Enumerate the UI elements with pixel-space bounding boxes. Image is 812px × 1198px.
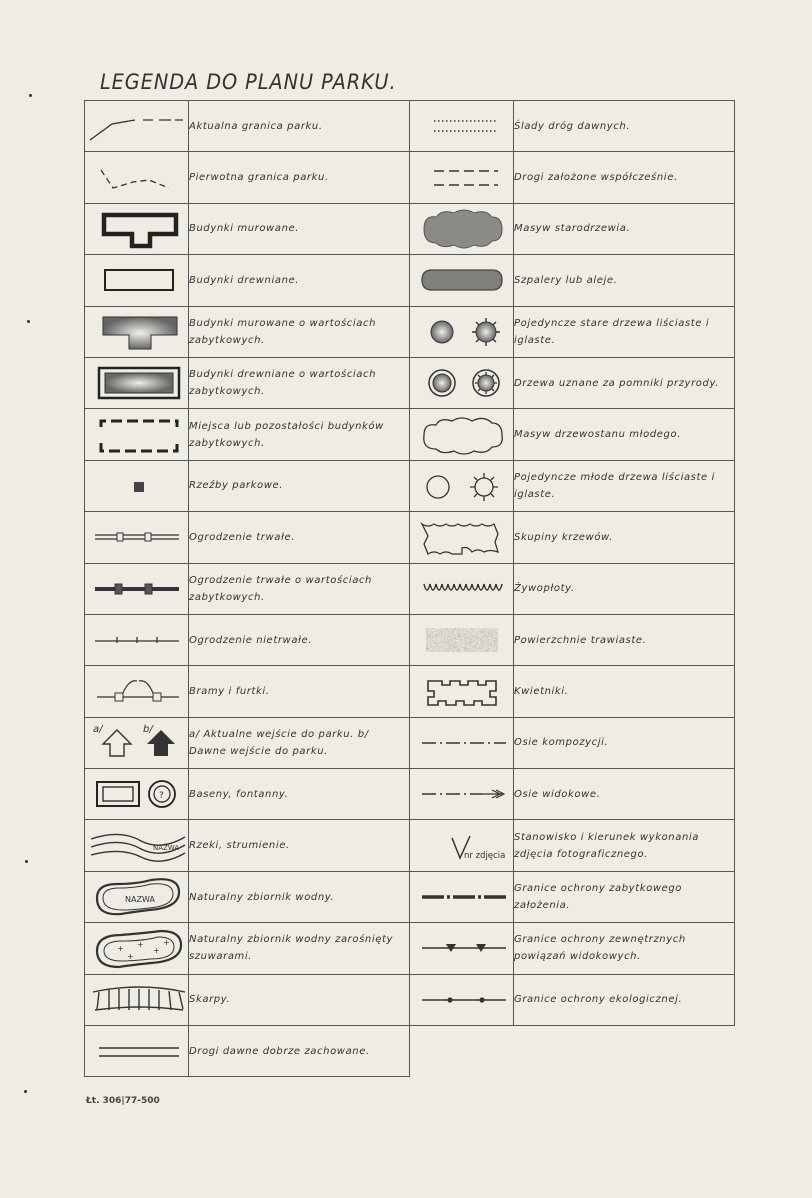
legend-row [85, 409, 735, 460]
legend-label: Budynki drewniane o wartościach zabytkowych. [189, 357, 410, 408]
heritage-protection-boundary-icon [410, 871, 514, 922]
grass-areas-icon [410, 614, 514, 665]
masonry-building-icon [85, 203, 189, 254]
pools-fountains-icon [85, 769, 189, 820]
legend-label: Naturalny zbiornik wodny. [189, 871, 410, 922]
legend-label: Żywopłoty. [514, 563, 735, 614]
legend-row [85, 512, 735, 563]
legend-row [85, 717, 735, 768]
svg-text:+: + [136, 940, 144, 950]
legend-label: Granice ochrony ekologicznej. [514, 974, 735, 1025]
legend-label: Miejsca lub pozostałości budynków zabytkowych. [189, 409, 410, 460]
legend-label: Granice ochrony zabytkowego założenia. [514, 871, 735, 922]
legend-label: Aktualna granica parku. [189, 101, 410, 152]
tree-rows-icon [410, 255, 514, 306]
legend-label: Pierwotna granica parku. [189, 152, 410, 203]
legend-label: Drogi założone współcześnie. [514, 152, 735, 203]
legend-label: Ogrodzenie trwałe. [189, 512, 410, 563]
old-road-icon [85, 1026, 189, 1077]
legend-row [85, 306, 735, 357]
overgrown-pond-icon [85, 923, 189, 974]
legend-row [85, 255, 735, 306]
old-roads-traces-icon [410, 101, 514, 152]
original-park-boundary-icon [85, 152, 189, 203]
gates-icon [85, 666, 189, 717]
composition-axes-icon [410, 717, 514, 768]
legend-row [85, 1026, 735, 1077]
legend-label: Pojedyncze stare drzewa liściaste i iglaste. [514, 306, 735, 357]
page-speck [29, 94, 32, 97]
legend-row [85, 357, 735, 408]
legend-row [85, 769, 735, 820]
legend-label: Rzeźby parkowe. [189, 460, 410, 511]
svg-text:+: + [116, 944, 124, 954]
legend-label: Skupiny krzewów. [514, 512, 735, 563]
temporary-fence-icon [85, 614, 189, 665]
historic-permanent-fence-icon [85, 563, 189, 614]
legend-table [84, 100, 735, 1077]
legend-label: Skarpy. [189, 974, 410, 1025]
legend-label: Ogrodzenie trwałe o wartościach zabytkowych. [189, 563, 410, 614]
natural-pond-icon [85, 871, 189, 922]
natural-monument-trees-icon [410, 357, 514, 408]
entrance-a-label: a/ [92, 723, 102, 735]
legend-title: LEGENDA DO PLANU PARKU. [100, 70, 397, 94]
legend-label: Ogrodzenie nietrwałe. [189, 614, 410, 665]
archive-number: Łt. 306|77-500 [86, 1096, 160, 1106]
flowerbeds-icon [410, 666, 514, 717]
ecological-protection-boundary-icon [410, 974, 514, 1025]
legend-label: Bramy i furtki. [189, 666, 410, 717]
page-speck [27, 320, 30, 323]
legend-label: Drzewa uznane za pomniki przyrody. [514, 357, 735, 408]
pond-name-label: NAZWA [124, 895, 155, 905]
legend-label: Baseny, fontanny. [189, 769, 410, 820]
svg-text:+: + [126, 952, 134, 962]
legend-row [85, 974, 735, 1025]
legend-row [85, 871, 735, 922]
legend-row [85, 152, 735, 203]
legend-label: Kwietniki. [514, 666, 735, 717]
young-tree-massif-icon [410, 409, 514, 460]
view-axes-icon [410, 769, 514, 820]
legend-label: a/ Aktualne wejście do parku. b/ Dawne wejście do parku. [189, 717, 410, 768]
park-sculpture-icon [85, 460, 189, 511]
photo-station-icon [410, 820, 514, 871]
legend-label: Osie kompozycji. [514, 717, 735, 768]
modern-roads-icon [410, 152, 514, 203]
legend-row [85, 820, 735, 871]
single-old-trees-icon [410, 306, 514, 357]
rivers-icon [85, 820, 189, 871]
permanent-fence-icon [85, 512, 189, 563]
legend-label: Masyw drzewostanu młodego. [514, 409, 735, 460]
legend-label: Rzeki, strumienie. [189, 820, 410, 871]
single-young-trees-icon [410, 460, 514, 511]
legend-label: Drogi dawne dobrze zachowane. [189, 1026, 410, 1077]
page-speck [24, 1090, 27, 1093]
page-speck [25, 860, 28, 863]
shrub-groups-icon [410, 512, 514, 563]
hedges-icon [410, 563, 514, 614]
river-name-label: NAZWA [152, 843, 179, 852]
svg-text:+: + [152, 946, 160, 956]
entrance-b-label: b/ [142, 723, 153, 735]
svg-text:+: + [162, 938, 170, 948]
photo-number-label: nr zdjęcia [463, 850, 505, 861]
legend-row [85, 101, 735, 152]
legend-row [85, 666, 735, 717]
legend-label: Ślady dróg dawnych. [514, 101, 735, 152]
landscape-protection-boundary-icon [410, 923, 514, 974]
legend-row [85, 460, 735, 511]
wooden-building-icon [85, 255, 189, 306]
historic-building-remains-icon [85, 409, 189, 460]
legend-label: Granice ochrony zewnętrznych powiązań widokowych. [514, 923, 735, 974]
escarpment-icon [85, 974, 189, 1025]
legend-row [85, 923, 735, 974]
historic-wooden-building-icon [85, 357, 189, 408]
legend-label: Szpalery lub aleje. [514, 255, 735, 306]
legend-row [85, 203, 735, 254]
park-entrance-icon [85, 717, 189, 768]
legend-row [85, 563, 735, 614]
legend-label: Stanowisko i kierunek wykonania zdjęcia fotograficznego. [514, 820, 735, 871]
old-tree-massif-icon [410, 203, 514, 254]
legend-label: Osie widokowe. [514, 769, 735, 820]
legend-label: Powierzchnie trawiaste. [514, 614, 735, 665]
svg-text:?: ? [158, 791, 164, 802]
historic-masonry-building-icon [85, 306, 189, 357]
legend-label: Naturalny zbiornik wodny zarośnięty szuwarami. [189, 923, 410, 974]
current-park-boundary-icon [85, 101, 189, 152]
legend-label: Budynki murowane. [189, 203, 410, 254]
legend-label: Masyw starodrzewia. [514, 203, 735, 254]
legend-label: Budynki murowane o wartościach zabytkowych. [189, 306, 410, 357]
legend-label: Pojedyncze młode drzewa liściaste i iglaste. [514, 460, 735, 511]
legend-row [85, 614, 735, 665]
legend-label: Budynki drewniane. [189, 255, 410, 306]
